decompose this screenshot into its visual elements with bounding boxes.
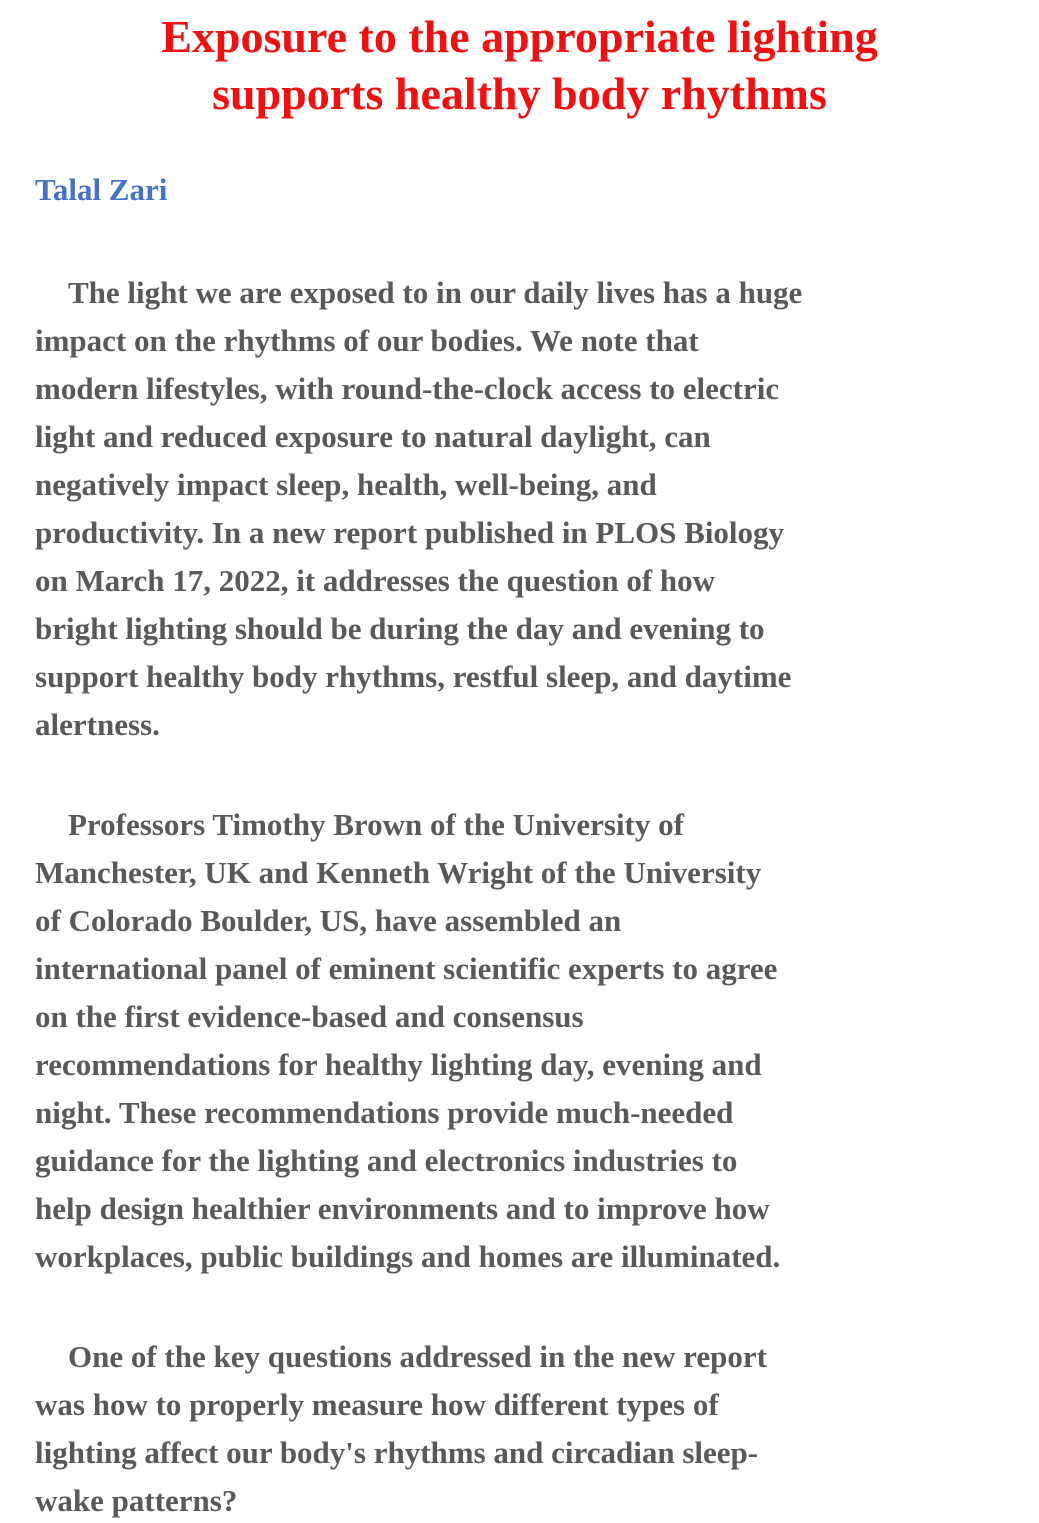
body-line: night. These recommendations provide much-needed xyxy=(35,1095,734,1130)
article-body xyxy=(0,269,1039,1523)
paragraph xyxy=(35,269,1009,749)
body-line: help design healthier environments and to improve how xyxy=(35,1191,770,1226)
body-line: Professors Timothy Brown of the University of xyxy=(68,807,684,842)
body-line: on the first evidence-based and consensus xyxy=(35,999,584,1034)
body-line: lighting affect our body's rhythms and circadian sleep- xyxy=(35,1435,759,1470)
article-title xyxy=(40,8,999,122)
body-line: international panel of eminent scientific experts to agree xyxy=(35,951,778,986)
body-line: productivity. In a new report published in PLOS Biology xyxy=(35,515,785,550)
body-line: Manchester, UK and Kenneth Wright of the University xyxy=(35,855,762,890)
body-line: was how to properly measure how different types of xyxy=(35,1387,719,1422)
body-line: negatively impact sleep, health, well-being, and xyxy=(35,467,657,502)
body-line: modern lifestyles, with round-the-clock access to electric xyxy=(35,371,780,406)
body-line: of Colorado Boulder, US, have assembled an xyxy=(35,903,622,938)
body-line: guidance for the lighting and electronics industries to xyxy=(35,1143,738,1178)
body-line: One of the key questions addressed in the new report xyxy=(68,1339,767,1374)
body-line: wake patterns? xyxy=(35,1483,238,1518)
body-line: light and reduced exposure to natural daylight, can xyxy=(35,419,711,454)
author-name: Talal Zari xyxy=(35,172,168,207)
body-line: recommendations for healthy lighting day, evening and xyxy=(35,1047,762,1082)
title-line: Exposure to the appropriate lighting xyxy=(161,11,878,62)
body-line: on March 17, 2022, it addresses the question of how xyxy=(35,563,716,598)
paragraph xyxy=(35,1333,1009,1523)
paragraph xyxy=(35,801,1009,1281)
body-line: impact on the rhythms of our bodies. We note that xyxy=(35,323,699,358)
body-line: support healthy body rhythms, restful sleep, and daytime xyxy=(35,659,792,694)
body-line: alertness. xyxy=(35,707,160,742)
body-line: workplaces, public buildings and homes are illuminated. xyxy=(35,1239,781,1274)
body-line: bright lighting should be during the day and evening to xyxy=(35,611,765,646)
body-line: The light we are exposed to in our daily lives has a huge xyxy=(68,275,803,310)
title-line: supports healthy body rhythms xyxy=(212,68,827,119)
